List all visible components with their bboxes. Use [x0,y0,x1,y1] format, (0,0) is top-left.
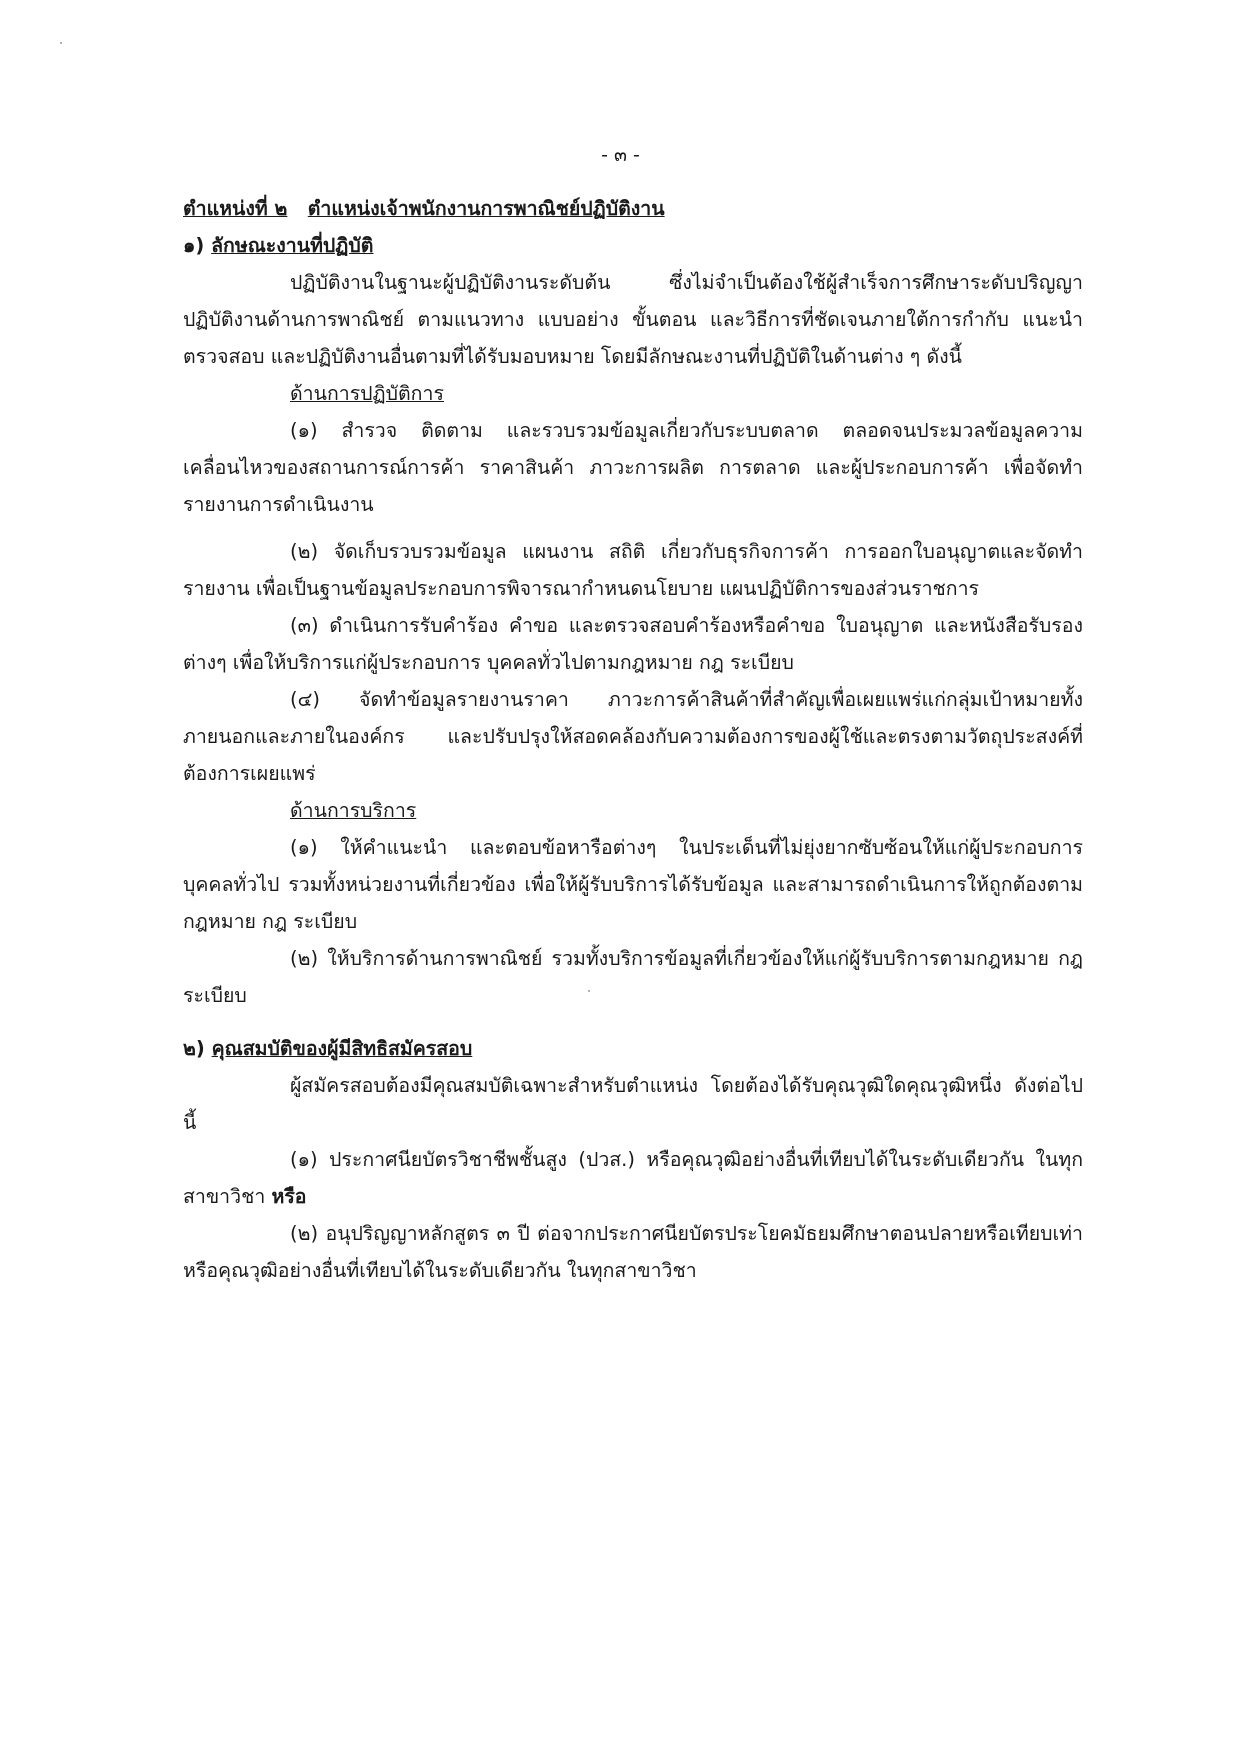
scan-speck [60,42,62,44]
position-heading [183,190,1083,227]
section2-title: คุณสมบัติของผู้มีสิทธิสมัครสอบ [211,1037,473,1060]
position-title: ตำแหน่งเจ้าพนักงานการพาณิชย์ปฏิบัติงาน [307,197,665,220]
page-number: - ๓ - [601,144,640,166]
operations-item-1: (๑) สำรวจ ติดตาม และรวบรวมข้อมูลเกี่ยวกับระบบตลาด ตลอดจนประมวลข้อมูลความเคลื่อนไหวของสถานการณ์การค้า ราคาสินค้า ภาวะการผลิต การตลาด และผู้ประกอบการค้า เพื่อจัดทำรายงานการดำเนินงาน [183,419,1083,516]
section1-number: ๑) [183,234,205,257]
section2-intro: ผู้สมัครสอบต้องมีคุณสมบัติเฉพาะสำหรับตำแหน่ง โดยต้องได้รับคุณวุฒิใดคุณวุฒิหนึ่ง ดังต่อไปนี้ [183,1074,1083,1134]
section1-heading [183,227,1083,264]
operations-item-2: (๒) จัดเก็บรวบรวมข้อมูล แผนงาน สถิติ เกี่ยวกับธุรกิจการค้า การออกใบอนุญาตและจัดทำรายงาน เพื่อเป็นฐานข้อมูลประกอบการพิจารณากำหนดนโยบาย แผนปฏิบัติการของส่วนราชการ [183,540,1083,600]
qualification-item-2: (๒) อนุปริญญาหลักสูตร ๓ ปี ต่อจากประกาศนียบัตรประโยคมัธยมศึกษาตอนปลายหรือเทียบเท่า หรือคุณวุฒิอย่างอื่นที่เทียบได้ในระดับเดียวกัน ในทุกสาขาวิชา [183,1222,1083,1282]
operations-heading: ด้านการปฏิบัติการ [290,382,444,405]
services-heading: ด้านการบริการ [290,799,417,822]
section1-intro: ปฏิบัติงานในฐานะผู้ปฏิบัติงานระดับต้น ซึ่งไม่จำเป็นต้องใช้ผู้สำเร็จการศึกษาระดับปริญญา ปฏิบัติงานด้านการพาณิชย์ ตามแนวทาง แบบอย่าง ขั้นตอน และวิธีการที่ชัดเจนภายใต้การกำกับ แนะนำ ตรวจสอบ และปฏิบัติงานอื่นตามที่ได้รับมอบหมาย โดยมีลักษณะงานที่ปฏิบัติในด้านต่าง ๆ ดังนี้ [183,271,1083,368]
section2-number: ๒) [183,1037,205,1060]
section2-heading [183,1030,1083,1067]
section1-title: ลักษณะงานที่ปฏิบัติ [211,234,374,257]
qualification-item-1 [183,1141,1083,1215]
position-number: ตำแหน่งที่ ๒ [183,197,288,220]
services-item-2: (๒) ให้บริการด้านการพาณิชย์ รวมทั้งบริการข้อมูลที่เกี่ยวข้องให้แก่ผู้รับบริการตามกฎหมาย กฎ ระเบียบ [183,947,1083,1007]
qualification-connector: หรือ [271,1185,307,1208]
document-body [183,190,1083,1289]
services-item-1: (๑) ให้คำแนะนำ และตอบข้อหารือต่างๆ ในประเด็นที่ไม่ยุ่งยากซับซ้อนให้แก่ผู้ประกอบการ บุคคลทั่วไป รวมทั้งหน่วยงานที่เกี่ยวข้อง เพื่อให้ผู้รับบริการได้รับข้อมูล และสามารถดำเนินการให้ถูกต้องตามกฎหมาย กฎ ระเบียบ [183,836,1083,933]
operations-item-3: (๓) ดำเนินการรับคำร้อง คำขอ และตรวจสอบคำร้องหรือคำขอ ใบอนุญาต และหนังสือรับรองต่างๆ เพื่อให้บริการแก่ผู้ประกอบการ บุคคลทั่วไปตามกฎหมาย กฎ ระเบียบ [183,614,1083,674]
operations-item-4: (๔) จัดทำข้อมูลรายงานราคา ภาวะการค้าสินค้าที่สำคัญเพื่อเผยแพร่แก่กลุ่มเป้าหมายทั้งภายนอกและภายในองค์กร และปรับปรุงให้สอดคล้องกับความต้องการของผู้ใช้และตรงตามวัตถุประสงค์ที่ต้องการเผยแพร่ [183,688,1083,785]
qualification-item-1-text: (๑) ประกาศนียบัตรวิชาชีพชั้นสูง (ปวส.) หรือคุณวุฒิอย่างอื่นที่เทียบได้ในระดับเดียวกัน ในทุกสาขาวิชา [183,1148,1083,1208]
